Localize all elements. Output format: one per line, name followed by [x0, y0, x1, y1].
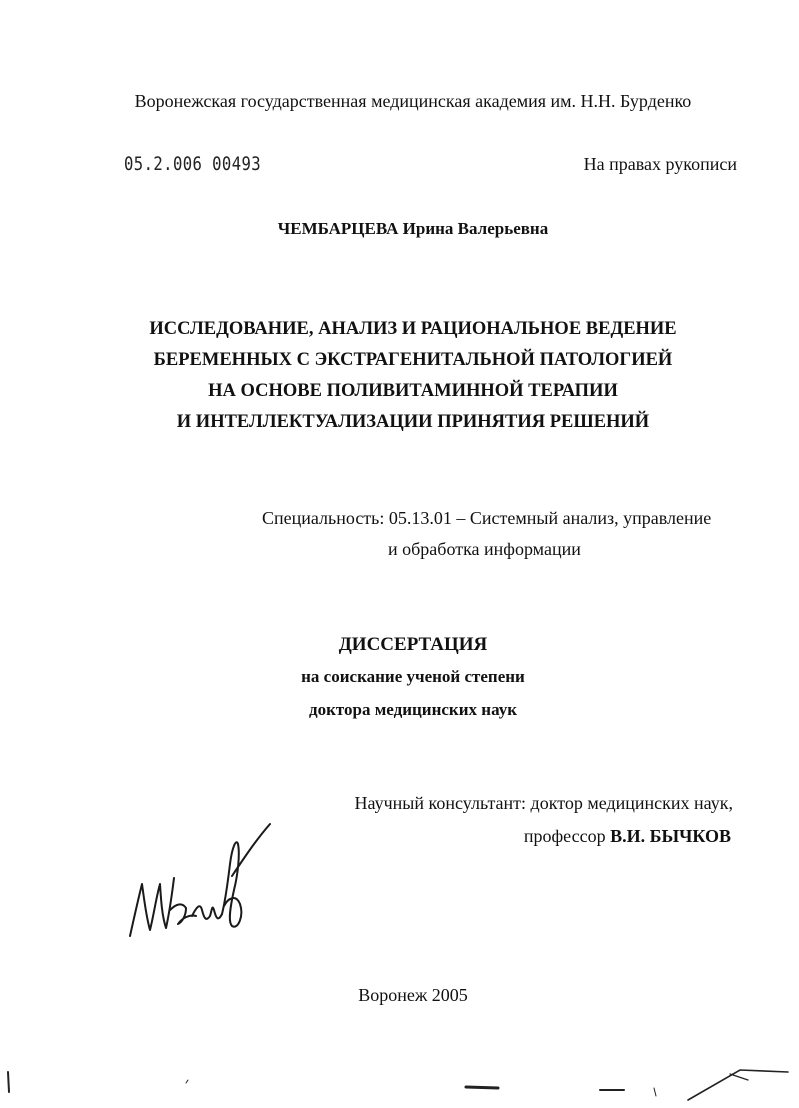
dissertation-title: [0, 314, 799, 438]
dissertation-heading: ДИССЕРТАЦИЯ: [338, 634, 488, 655]
author-name: ЧЕМБАРЦЕВА Ирина Валерьевна: [277, 219, 549, 238]
specialty-line-1: Специальность: 05.13.01 – Системный анализ, управление: [262, 508, 712, 528]
degree-line-2: доктора медицинских наук: [308, 700, 518, 719]
degree-line-1: на соискание ученой степени: [301, 667, 525, 686]
handwritten-signature-icon: [120, 818, 280, 948]
consultant-line-1: Научный консультант: доктор медицинских наук,: [354, 793, 733, 813]
title-line: НА ОСНОВЕ ПОЛИВИТАМИННОЙ ТЕРАПИИ: [208, 381, 618, 401]
consultant-name: В.И. БЫЧКОВ: [610, 826, 731, 846]
title-line: БЕРЕМЕННЫХ С ЭКСТРАГЕНИТАЛЬНОЙ ПАТОЛОГИЕЙ: [153, 350, 673, 370]
specialty-line-2: и обработка информации: [388, 539, 581, 559]
rights-note: На правах рукописи: [583, 154, 737, 174]
consultant-title: профессор: [523, 826, 606, 846]
title-line: ИССЛЕДОВАНИЕ, АНАЛИЗ И РАЦИОНАЛЬНОЕ ВЕДЕНИЕ: [149, 319, 677, 339]
registration-code: 05.2.006 00493: [124, 153, 262, 175]
title-line: И ИНТЕЛЛЕКТУАЛИЗАЦИИ ПРИНЯТИЯ РЕШЕНИЙ: [176, 412, 650, 432]
consultant-line-2: [524, 826, 731, 847]
institution-name: Воронежская государственная медицинская академия им. Н.Н. Бурденко: [134, 91, 692, 111]
city-year: Воронеж 2005: [358, 985, 468, 1005]
scan-marks-icon: [0, 1050, 799, 1108]
